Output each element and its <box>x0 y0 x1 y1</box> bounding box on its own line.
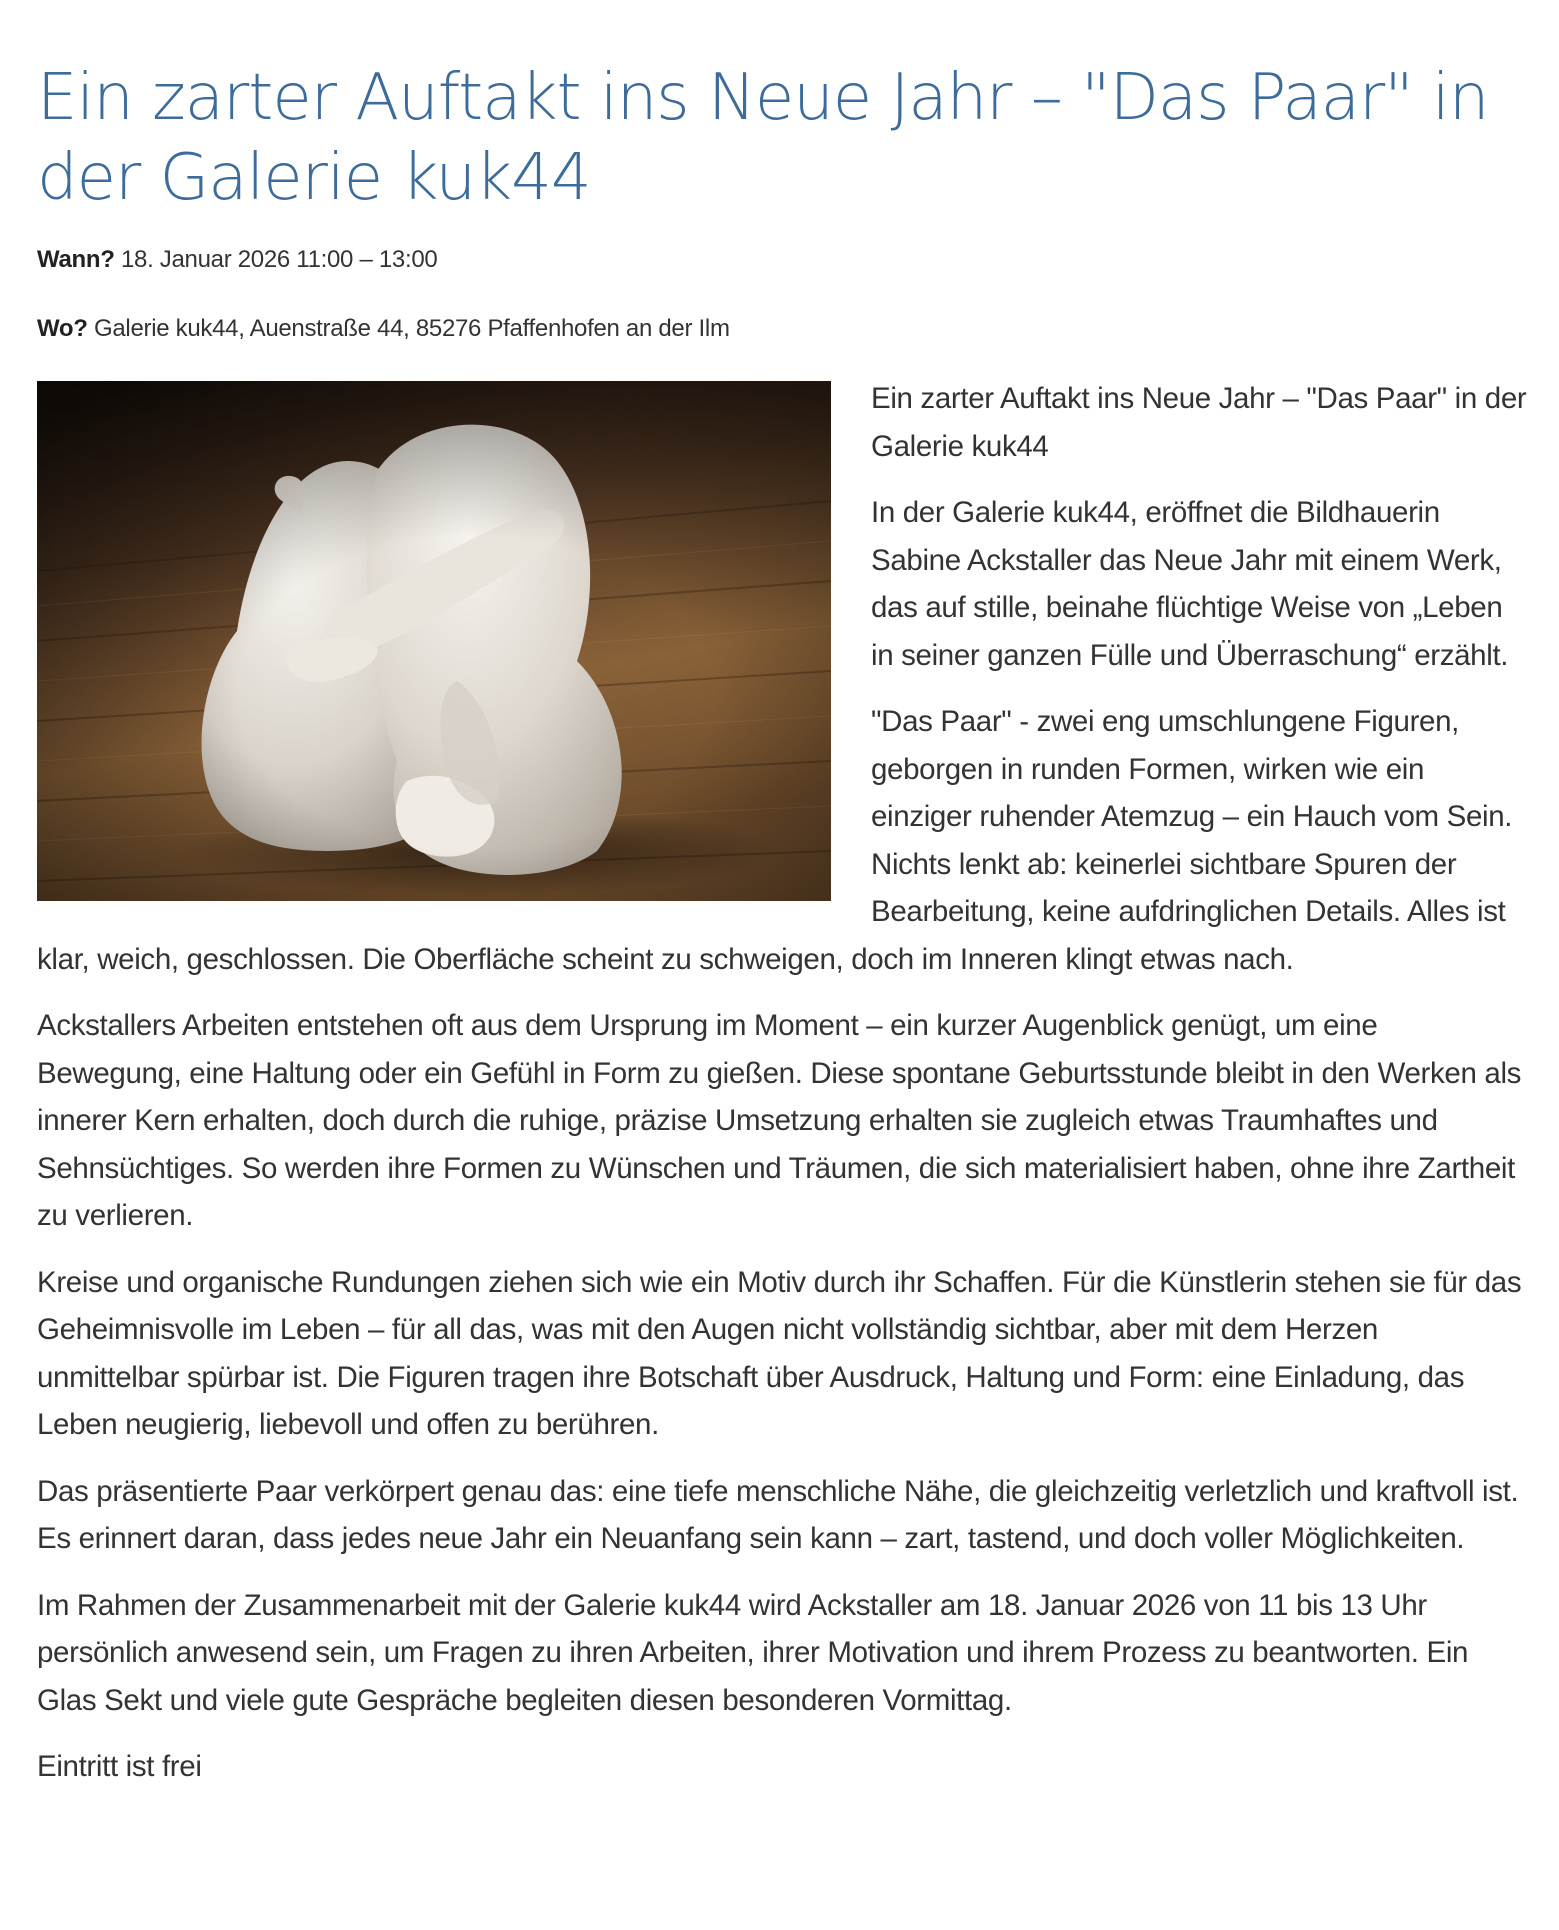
where-label: Wo? <box>37 315 88 342</box>
article-paragraph: Im Rahmen der Zusammenarbeit mit der Galerie kuk44 wird Ackstaller am 18. Januar 2026 von 11 bis 13 Uhr persönlich anwesend sein, um Fragen zu ihren Arbeiten, ihrer Motivation und ihrem Prozess zu beantworten. Ein Glas Sekt und viele gute Gespräche begleiten diesen besonderen Vormittag. <box>37 1588 1469 1717</box>
article-paragraph: Eintritt ist frei <box>37 1750 202 1783</box>
event-page <box>37 0 1527 1810</box>
where-value: Galerie kuk44, Auenstraße 44, 85276 Pfaffenhofen an der Ilm <box>94 315 730 342</box>
page-title: Ein zarter Auftakt ins Neue Jahr – "Das Paar" in der Galerie kuk44 <box>37 61 1489 215</box>
when-value: 18. Januar 2026 11:00 – 13:00 <box>120 246 438 273</box>
event-when <box>37 244 1527 276</box>
article-body <box>37 375 1527 1791</box>
article-paragraph: "Das Paar" - zwei eng umschlungene Figuren, geborgen in runden Formen, wirken wie ein einziger ruhender Atemzug – ein Hauch vom Sein. Nichts lenkt ab: keinerlei sichtbare Spuren der Bearbeitung, keine aufdringlichen Details. Alles ist klar, weich, geschlossen. Die Oberfläche scheint zu schweigen, doch im Inneren klingt etwas nach. <box>37 705 1513 976</box>
sculpture-image <box>37 381 831 901</box>
when-label: Wann? <box>37 246 115 273</box>
article-paragraph: In der Galerie kuk44, eröffnet die Bildhauerin Sabine Ackstaller das Neue Jahr mit einem Werk, das auf stille, beinahe flüchtige Weise von „Leben in seiner ganzen Fülle und Überraschung“ erzählt. <box>871 496 1509 672</box>
event-where <box>37 313 1527 345</box>
article-paragraph: Kreise und organische Rundungen ziehen sich wie ein Motiv durch ihr Schaffen. Für die Künstlerin stehen sie für das Geheimnisvolle im Leben – für all das, was mit den Augen nicht vollständig sichtbar, aber mit dem Herzen unmittelbar spürbar ist. Die Figuren tragen ihre Botschaft über Ausdruck, Haltung und Form: eine Einladung, das Leben neugierig, liebevoll und offen zu berühren. <box>37 1265 1522 1441</box>
article-paragraph: Das präsentierte Paar verkörpert genau das: eine tiefe menschliche Nähe, die gleichzeitig verletzlich und kraftvoll ist. Es erinnert daran, dass jedes neue Jahr ein Neuanfang sein kann – zart, tastend, und doch voller Möglichkeiten. <box>37 1474 1519 1555</box>
article-paragraph: Ackstallers Arbeiten entstehen oft aus dem Ursprung im Moment – ein kurzer Augenblick genügt, um eine Bewegung, eine Haltung oder ein Gefühl in Form zu gießen. Diese spontane Geburtsstunde bleibt in den Werken als innerer Kern erhalten, doch durch die ruhige, präzise Umsetzung erhalten sie zugleich etwas Traumhaftes und Sehnsüchtiges. So werden ihre Formen zu Wünschen und Träumen, die sich materialisiert haben, ohne ihre Zartheit zu verlieren. <box>37 1009 1522 1232</box>
article-paragraph: Ein zarter Auftakt ins Neue Jahr – "Das Paar" in der Galerie kuk44 <box>871 382 1527 463</box>
